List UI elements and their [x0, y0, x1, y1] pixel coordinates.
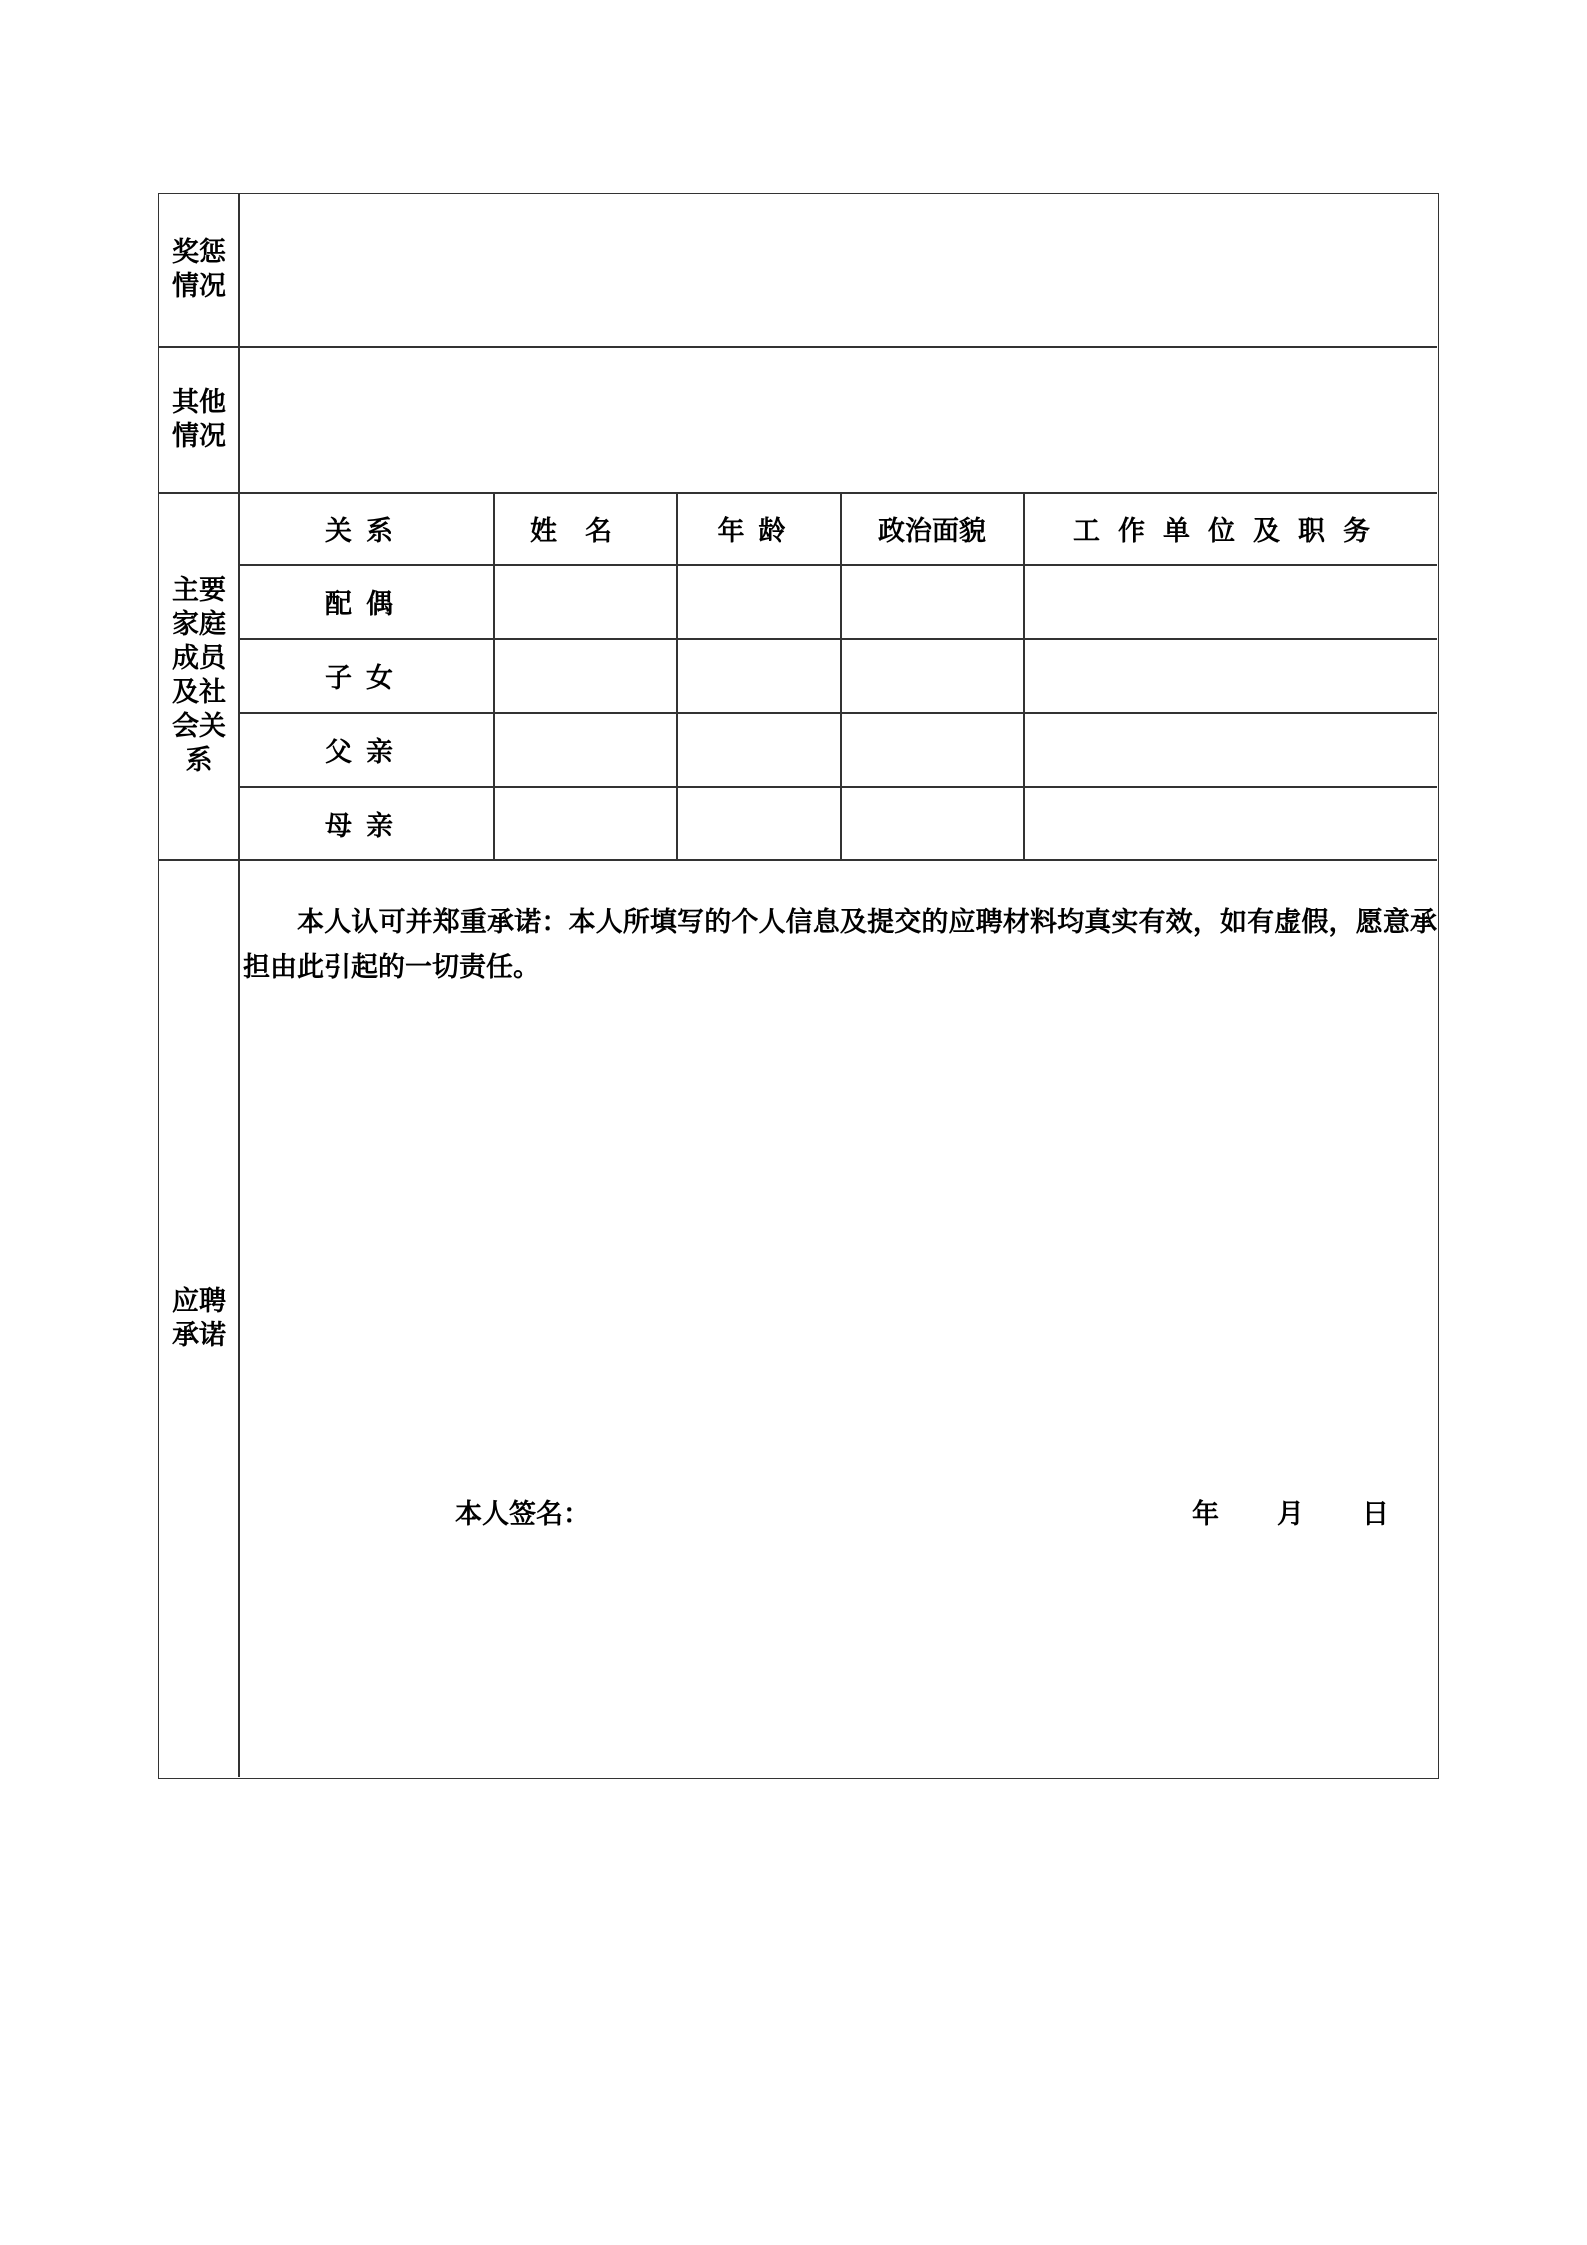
father-political-cell[interactable]	[842, 714, 1022, 785]
mother-political-cell[interactable]	[842, 788, 1022, 858]
other-label-cell	[159, 347, 239, 492]
date-month: 月	[1277, 1499, 1304, 1530]
awards-content[interactable]	[240, 196, 1435, 345]
signature-label: 本人签名：	[455, 1499, 590, 1530]
header-age: 年龄	[717, 516, 800, 547]
awards-label: 奖惩情况	[172, 237, 226, 302]
children-work-cell[interactable]	[1025, 640, 1436, 711]
header-name: 姓名	[530, 516, 640, 547]
relation-children: 子女	[325, 663, 407, 694]
other-label: 其他情况	[172, 386, 226, 452]
row-divider	[159, 859, 1437, 861]
spouse-age-cell[interactable]	[678, 566, 839, 637]
family-label-cell	[159, 493, 239, 859]
family-label: 主要家庭成员及社会关系	[172, 575, 226, 776]
spouse-work-cell[interactable]	[1025, 566, 1436, 637]
father-name-cell[interactable]	[495, 714, 675, 785]
father-work-cell[interactable]	[1025, 714, 1436, 785]
pledge-label-cell	[159, 860, 239, 1777]
children-name-cell[interactable]	[495, 640, 675, 711]
header-work: 工作单位及职务	[1073, 516, 1388, 547]
date-year: 年	[1192, 1499, 1219, 1530]
spouse-political-cell[interactable]	[842, 566, 1022, 637]
children-political-cell[interactable]	[842, 640, 1022, 711]
mother-name-cell[interactable]	[495, 788, 675, 858]
application-form-table	[158, 193, 1439, 1779]
relation-mother: 母亲	[325, 810, 407, 842]
header-political: 政治面貌	[878, 516, 986, 547]
header-relation: 关系	[325, 516, 407, 547]
awards-label-cell	[159, 194, 239, 346]
mother-work-cell[interactable]	[1025, 788, 1436, 858]
row-divider	[159, 346, 1437, 348]
signature-field[interactable]	[605, 1486, 1105, 1526]
relation-father: 父亲	[325, 737, 407, 768]
children-age-cell[interactable]	[678, 640, 839, 711]
date-day: 日	[1362, 1499, 1389, 1530]
pledge-label: 应聘承诺	[172, 1285, 226, 1351]
mother-age-cell[interactable]	[678, 788, 839, 858]
pledge-text: 本人认可并郑重承诺：本人所填写的个人信息及提交的应聘材料均真实有效，如有虚假，愿意承担由此引起的一切责任。	[243, 907, 1437, 983]
father-age-cell[interactable]	[678, 714, 839, 785]
spouse-name-cell[interactable]	[495, 566, 675, 637]
relation-spouse: 配偶	[325, 589, 407, 620]
other-content[interactable]	[240, 349, 1435, 491]
